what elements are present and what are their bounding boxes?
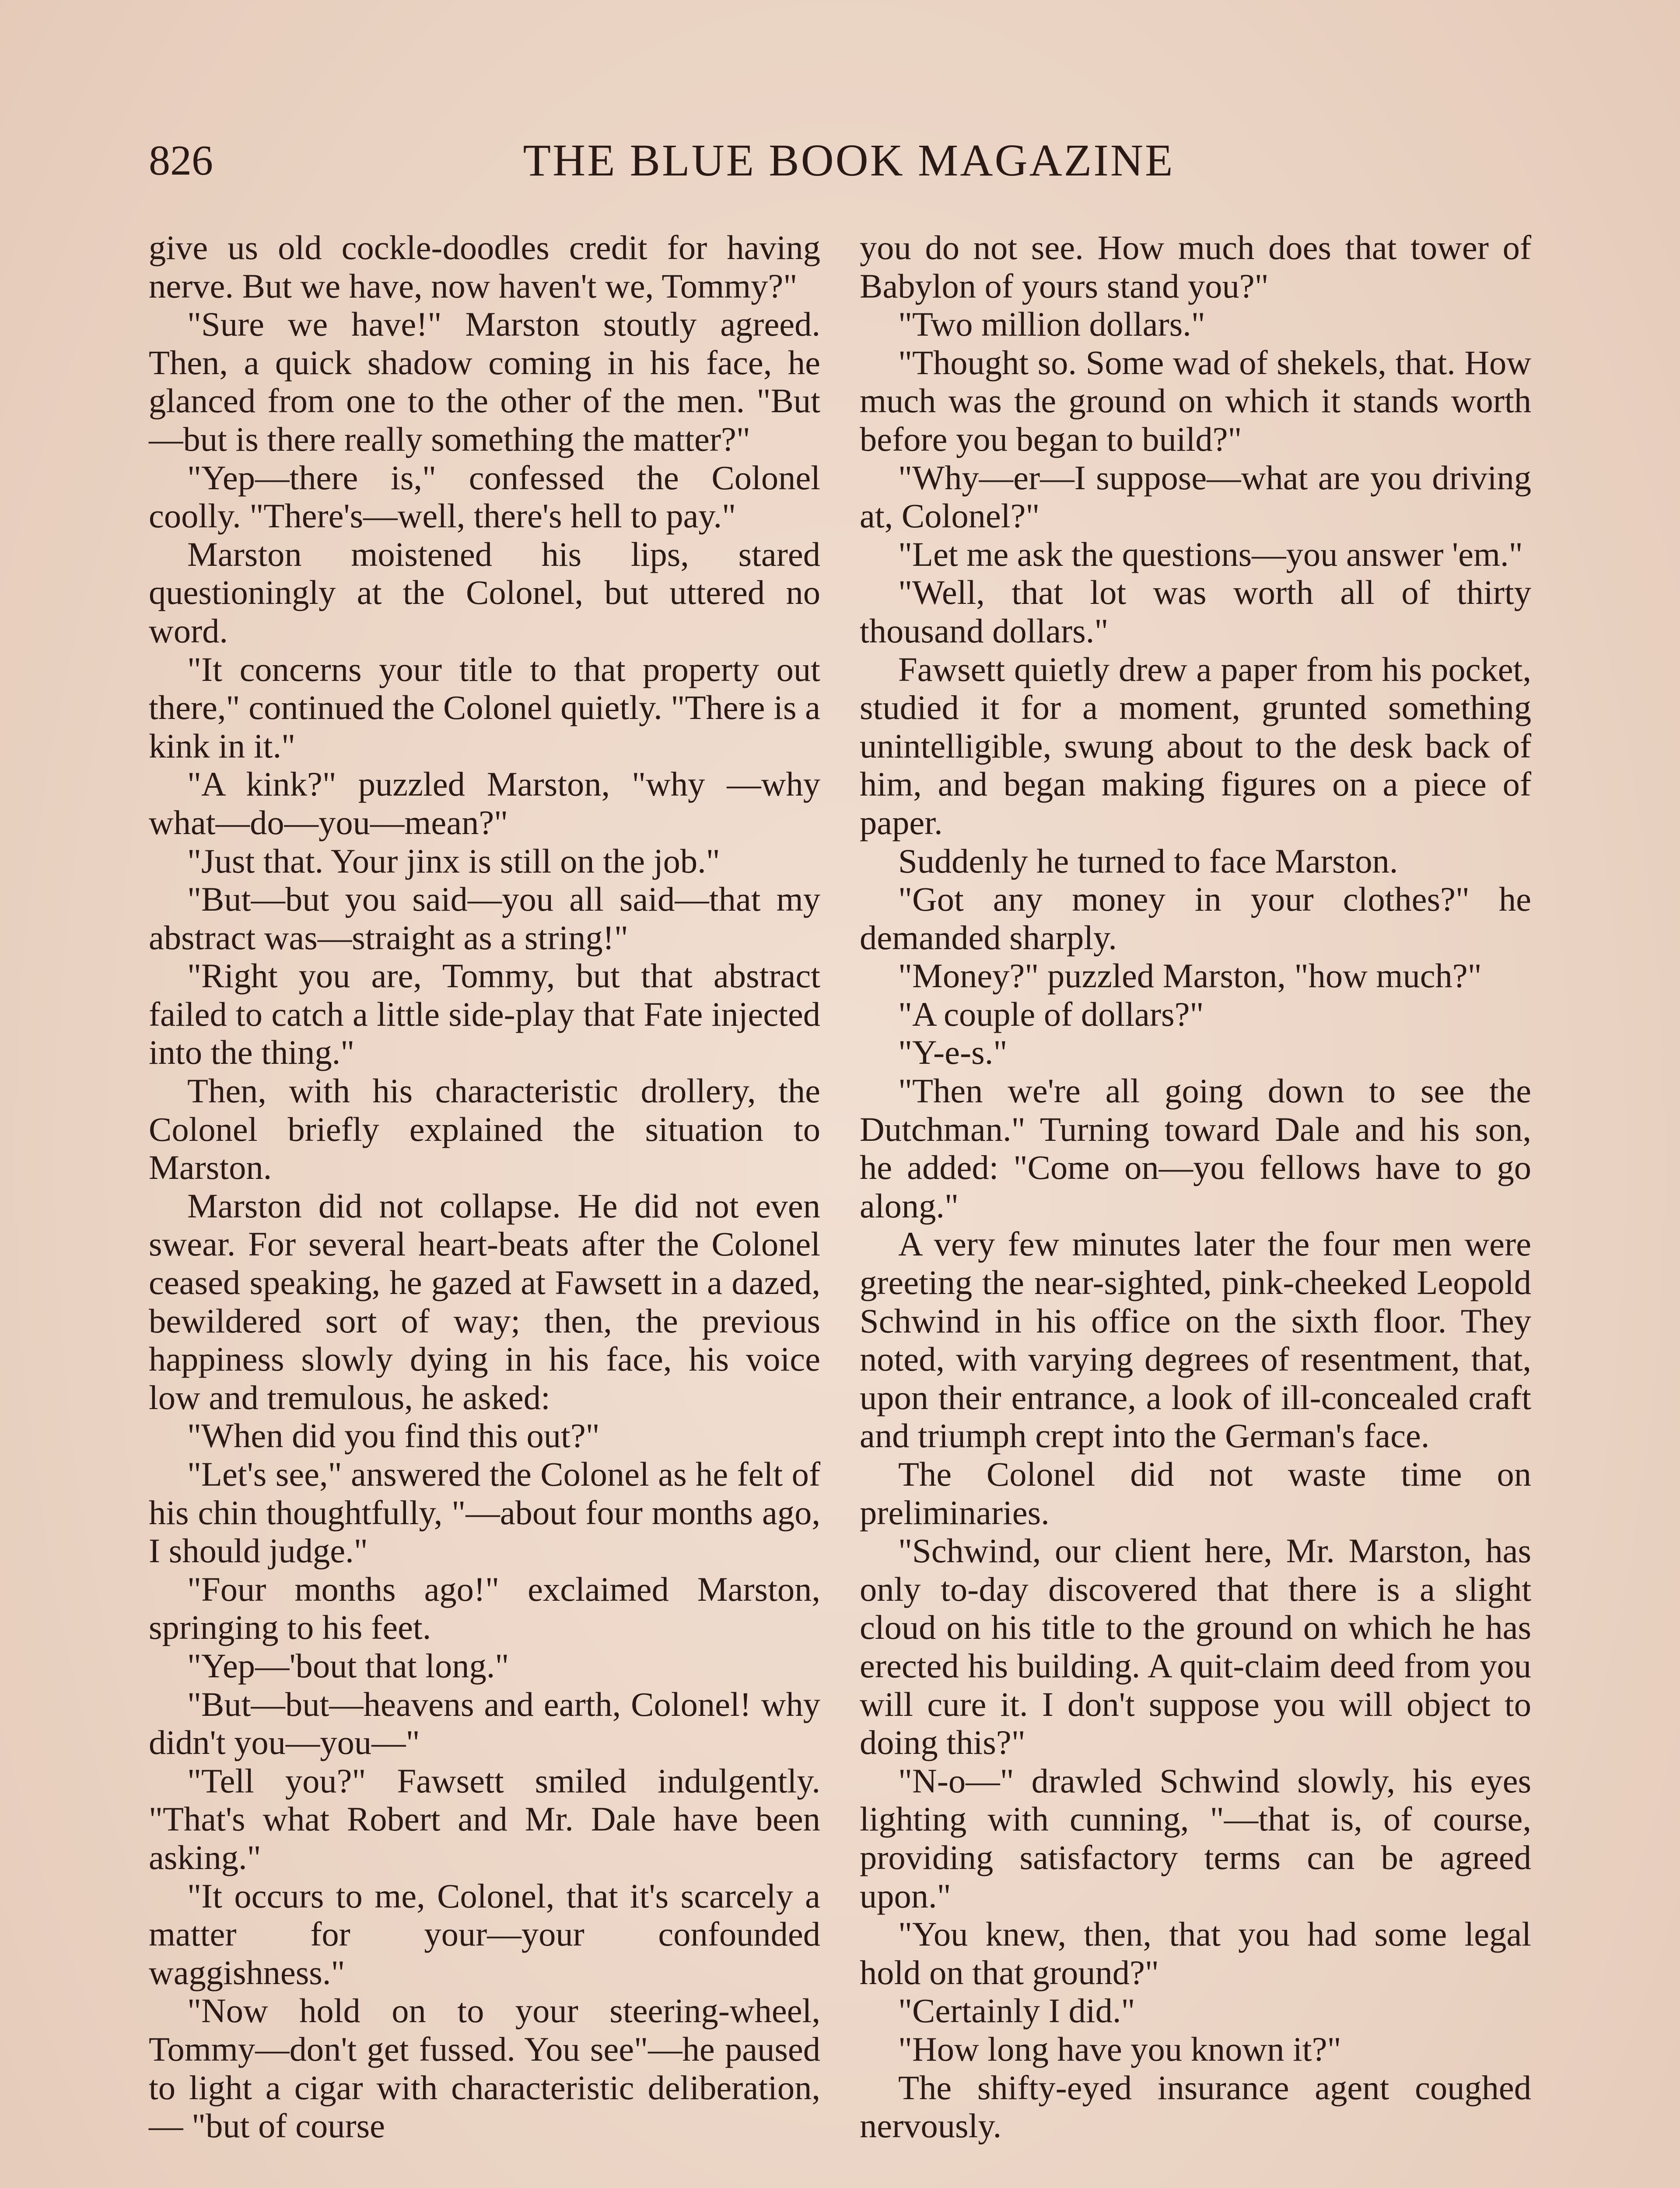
paragraph: give us old cockle-doodles credit for having nerve. But we have, now haven't we, Tommy?" (149, 228, 820, 305)
paragraph: "Tell you?" Fawsett smiled indulgently. "That's what Robert and Mr. Dale have been asking." (149, 1761, 820, 1876)
paragraph: "Schwind, our client here, Mr. Marston, has only to-day discovered that there is a slight cloud on his title to the ground on which he has erected his building. A quit-claim deed from you will cure it. I don't suppose you will object to doing this?" (860, 1532, 1531, 1762)
paragraph: "It concerns your title to that property out there," continued the Colonel quietly. "There is a kink in it." (149, 650, 820, 765)
paragraph: "Thought so. Some wad of shekels, that. How much was the ground on which it stands worth before you began to build?" (860, 343, 1531, 458)
right-column (860, 228, 1531, 2145)
paragraph: "How long have you known it?" (898, 2030, 1341, 2068)
paragraph: "Sure we have!" Marston stoutly agreed. Then, a quick shadow coming in his face, he glanced from one to the other of the men. "But—but is there really something the matter?" (149, 305, 820, 458)
paragraph: "Certainly I did." (898, 1992, 1135, 2030)
paragraph: "But—but you said—you all said—that my abstract was—straight as a string!" (149, 880, 820, 957)
paragraph: "A couple of dollars?" (898, 995, 1204, 1033)
paragraph: "It occurs to me, Colonel, that it's scarcely a matter for your—your confounded waggishness." (149, 1876, 820, 1992)
paragraph: "You knew, then, that you had some legal hold on that ground?" (860, 1915, 1531, 1992)
paragraph: "N-o—" drawled Schwind slowly, his eyes lighting with cunning, "—that is, of course, providing satisfactory terms can be agreed upon." (860, 1761, 1531, 1915)
paragraph: "Two million dollars." (898, 305, 1205, 344)
paragraph: The Colonel did not waste time on preliminaries. (860, 1455, 1531, 1532)
paragraph: "Money?" puzzled Marston, "how much?" (898, 957, 1482, 995)
paragraph: "Let me ask the questions—you answer 'em." (898, 535, 1523, 573)
paragraph: Then, with his characteristic drollery, the Colonel briefly explained the situation to Marston. (149, 1072, 820, 1187)
left-column (149, 228, 820, 2145)
paragraph: "Well, that lot was worth all of thirty thousand dollars." (860, 573, 1531, 650)
paragraph: "Y-e-s." (898, 1033, 1008, 1072)
paragraph: Marston moistened his lips, stared questioningly at the Colonel, but uttered no word. (149, 535, 820, 650)
paragraph: "A kink?" puzzled Marston, "why —why what—do—you—mean?" (149, 765, 820, 842)
page-number: 826 (149, 137, 213, 184)
paragraph: A very few minutes later the four men were greeting the near-sighted, pink-cheeked Leopold Schwind in his office on the sixth floor. They noted, with varying degrees of resentment, that, upon their entrance, a look of ill-concealed craft and triumph crept into the German's face. (860, 1225, 1531, 1455)
paragraph: you do not see. How much does that tower of Babylon of yours stand you?" (860, 228, 1531, 305)
paragraph: "Yep—'bout that long." (187, 1646, 509, 1685)
paragraph: "Four months ago!" exclaimed Marston, springing to his feet. (149, 1570, 820, 1647)
paragraph: "Right you are, Tommy, but that abstract failed to catch a little side-play that Fate injected into the thing." (149, 957, 820, 1072)
paragraph: "When did you find this out?" (187, 1417, 600, 1455)
paragraph: "Got any money in your clothes?" he demanded sharply. (860, 880, 1531, 957)
paragraph: The shifty-eyed insurance agent coughed nervously. (860, 2068, 1531, 2145)
paragraph: "Just that. Your jinx is still on the job." (187, 842, 720, 880)
paragraph: "Then we're all going down to see the Dutchman." Turning toward Dale and his son, he added: "Come on—you fellows have to go along." (860, 1072, 1531, 1225)
paragraph: "Yep—there is," confessed the Colonel coolly. "There's—well, there's hell to pay." (149, 458, 820, 535)
paragraph: Suddenly he turned to face Marston. (898, 842, 1398, 880)
running-title: THE BLUE BOOK MAGAZINE (523, 135, 1175, 186)
paragraph: Fawsett quietly drew a paper from his pocket, studied it for a moment, grunted something unintelligible, swung about to the desk back of him, and began making figures on a piece of paper. (860, 650, 1531, 842)
paragraph: "Now hold on to your steering-wheel, Tommy—don't get fussed. You see"—he paused to light a cigar with characteristic deliberation,— "but of course (149, 1992, 820, 2145)
paragraph: "Let's see," answered the Colonel as he felt of his chin thoughtfully, "—about four months ago, I should judge." (149, 1455, 820, 1570)
paragraph: Marston did not collapse. He did not even swear. For several heart-beats after the Colonel ceased speaking, he gazed at Fawsett in a dazed, bewildered sort of way; then, the previous happiness slowly dying in his face, his voice low and tremulous, he asked: (149, 1186, 820, 1417)
paragraph: "But—but—heavens and earth, Colonel! why didn't you—you—" (149, 1685, 820, 1762)
page-header (149, 128, 1549, 193)
paragraph: "Why—er—I suppose—what are you driving at, Colonel?" (860, 458, 1531, 535)
